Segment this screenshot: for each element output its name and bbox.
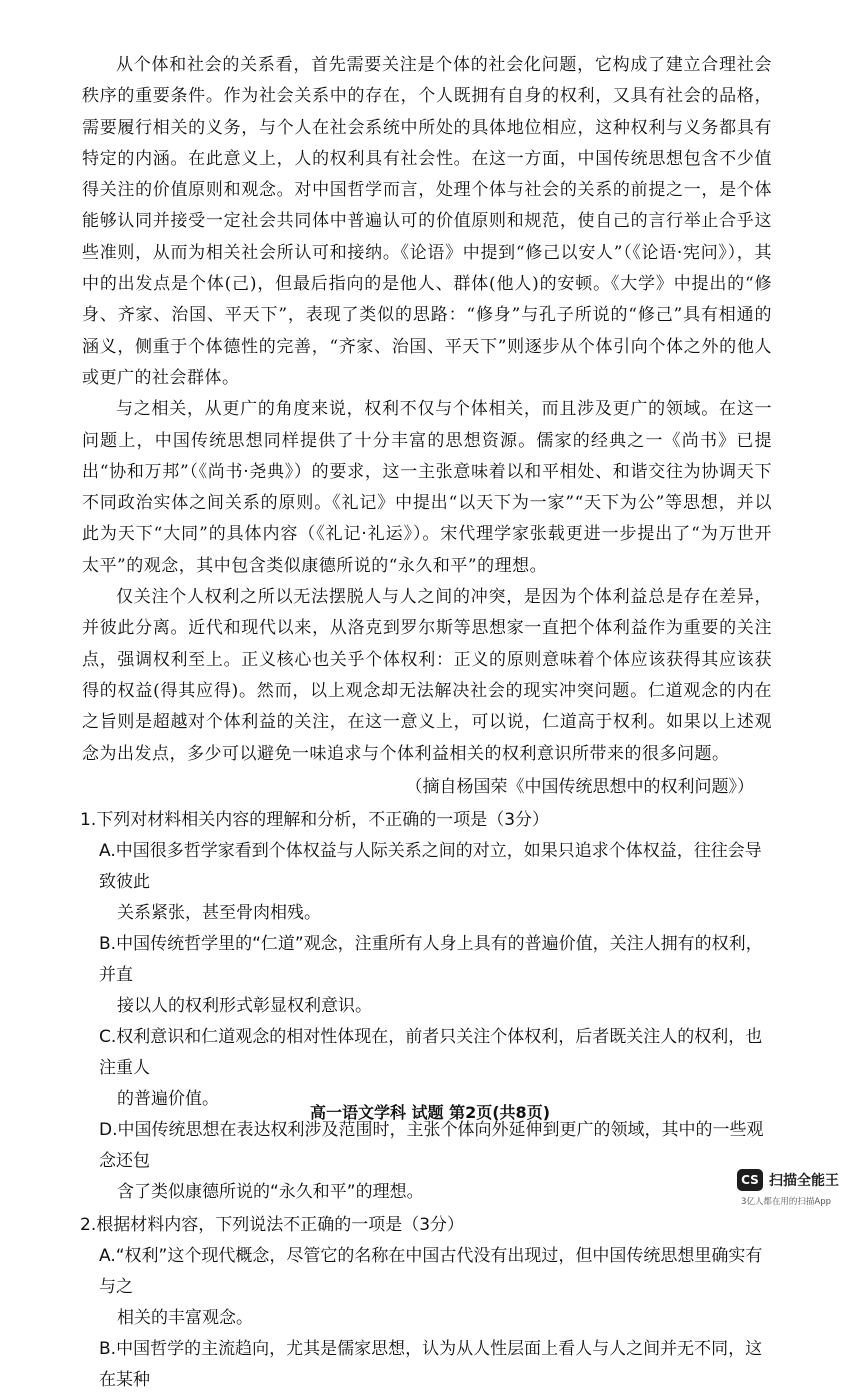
- page-footer: 高一语文学科 试题 第2页(共8页): [309, 1103, 551, 1122]
- camscanner-logo-icon: CS: [737, 1169, 763, 1191]
- option-line: B.中国哲学的主流趋向，尤其是儒家思想，认为从人性层面上看人与人之间并无不同，这在某种: [99, 1338, 763, 1390]
- question-1: [82, 805, 772, 1208]
- article: [82, 50, 772, 803]
- option-line: B.中国传统哲学里的“仁道”观念，注重所有人身上具有的普遍价值，关注人拥有的权利，并直: [99, 933, 763, 985]
- article-paragraph-2: 与之相关，从更广的角度来说，权利不仅与个体相关，而且涉及更广的领域。在这一问题上，中国传统思想同样提供了十分丰富的思想资源。儒家的经典之一《尚书》已提出“协和万邦”（《尚书·尧典》）的要求，这一主张意味着以和平相处、和谐交往为协调天下不同政治实体之间关系的原则。《礼记》中提出“以天下为一家”“天下为公”等思想，并以此为天下“大同”的具体内容（《礼记·礼运》）。宋代理学家张载更进一步提出了“为万世开太平”的观念，其中包含类似康德所说的“永久和平”的理想。: [82, 399, 772, 576]
- question-1-title: 1.下列对材料相关内容的理解和分析，不正确的一项是（3分）: [80, 809, 550, 830]
- option-line: D.中国传统思想在表达权利涉及范围时，主张个体向外延伸到更广的领域，其中的一些观念还包: [99, 1119, 764, 1171]
- watermark-app-name: 扫描全能王: [769, 1173, 839, 1189]
- option-line: C.权利意识和仁道观念的相对性体现在，前者只关注个体权利，后者既关注人的权利，也注重人: [99, 1026, 763, 1078]
- option-line-continued: 的普遍价值。: [117, 1088, 219, 1109]
- option-line-continued: 接以人的权利形式彰显权利意识。: [117, 995, 372, 1016]
- scanner-watermark: [737, 1166, 855, 1212]
- question-2-option-a: [99, 1241, 772, 1334]
- option-line-continued: 含了类似康德所说的“永久和平”的理想。: [117, 1181, 424, 1202]
- option-line-continued: 相关的丰富观念。: [117, 1307, 253, 1328]
- question-2-option-b: [99, 1334, 772, 1396]
- page-content: [82, 50, 772, 1396]
- question-2-title: 2.根据材料内容，下列说法不正确的一项是（3分）: [80, 1214, 465, 1235]
- article-paragraph-1: 从个体和社会的关系看，首先需要关注是个体的社会化问题，它构成了建立合理社会秩序的重要条件。作为社会关系中的存在，个人既拥有自身的权利，又具有社会的品格，需要履行相关的义务，与个人在社会系统中所处的具体地位相应，这种权利与义务都具有特定的内涵。在此意义上，人的权利具有社会性。在这一方面，中国传统思想包含不少值得关注的价值原则和观念。对中国哲学而言，处理个体与社会的关系的前提之一，是个体能够认同并接受一定社会共同体中普遍认可的价值原则和规范，使自己的言行举止合乎这些准则，从而为相关社会所认可和接纳。《论语》中提到“修己以安人”（《论语·宪问》），其中的出发点是个体(己)，但最后指向的是他人、群体(他人)的安顿。《大学》中提出的“修身、齐家、治国、平天下”，表现了类似的思路：“修身”与孔子所说的“修己”具有相通的涵义，侧重于个体德性的完善，“齐家、治国、平天下”则逐步从个体引向个体之外的他人或更广的社会群体。: [82, 55, 772, 388]
- option-line: A.中国很多哲学家看到个体权益与人际关系之间的对立，如果只追求个体权益，往往会导致彼此: [99, 840, 762, 892]
- option-line: A.“权利”这个现代概念，尽管它的名称在中国古代没有出现过，但中国传统思想里确实有与之: [99, 1245, 763, 1297]
- question-1-option-d: [99, 1115, 772, 1208]
- option-line-continued: 关系紧张，甚至骨肉相残。: [117, 902, 321, 923]
- question-2: [82, 1210, 772, 1396]
- article-source: （摘自杨国荣《中国传统思想中的权利问题》）: [405, 776, 754, 797]
- question-1-option-a: [99, 836, 772, 929]
- watermark-tagline: 3亿人都在用的扫描App: [741, 1197, 832, 1207]
- article-paragraph-3: 仅关注个人权利之所以无法摆脱人与人之间的冲突，是因为个体利益总是存在差异，并彼此分离。近代和现代以来，从洛克到罗尔斯等思想家一直把个体利益作为重要的关注点，强调权利至上。正义核心也关乎个体权利：正义的原则意味着个体应该获得其应该获得的权益(得其应得)。然而，以上观念却无法解决社会的现实冲突问题。仁道观念的内在之旨则是超越对个体利益的关注，在这一意义上，可以说，仁道高于权利。如果以上述观念为出发点，多少可以避免一味追求与个体利益相关的权利意识所带来的很多问题。: [82, 587, 772, 764]
- question-1-option-b: [99, 929, 772, 1022]
